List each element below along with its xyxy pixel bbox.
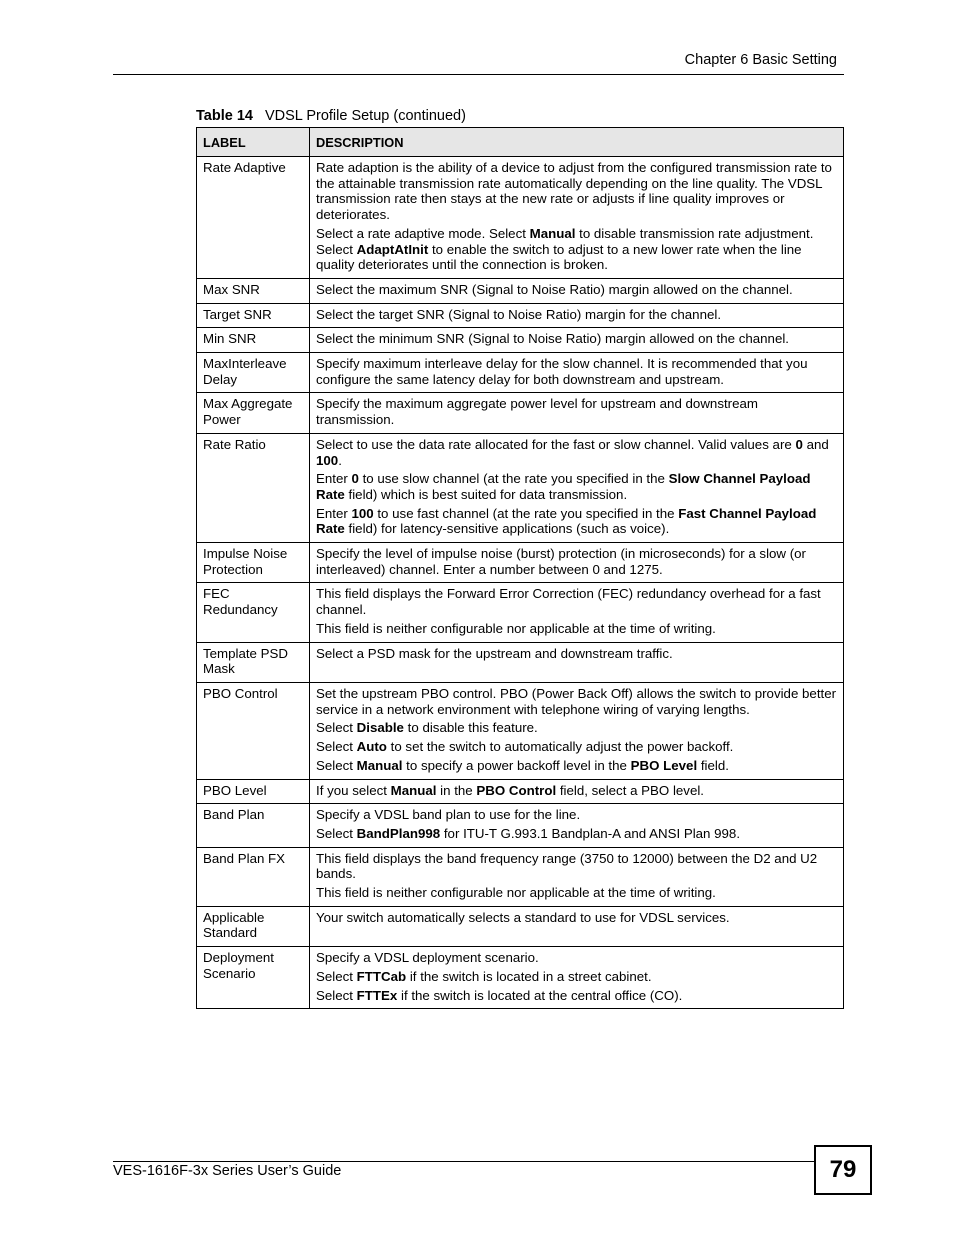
description-paragraph bbox=[316, 988, 837, 1004]
table-row bbox=[197, 157, 844, 279]
vdsl-profile-table bbox=[196, 127, 844, 1009]
bold-term: 0 bbox=[795, 436, 803, 452]
description-paragraph bbox=[316, 739, 837, 755]
bold-term: Fast Channel Payload Rate bbox=[316, 505, 817, 537]
text-segment: If you select bbox=[316, 782, 391, 798]
page-number: 79 bbox=[814, 1145, 872, 1195]
description-paragraph bbox=[316, 471, 837, 502]
text-segment: Select the maximum SNR (Signal to Noise Ratio) margin allowed on the channel. bbox=[316, 281, 793, 297]
text-segment: Rate adaption is the ability of a device to adjust from the configured transmission rate to the attainable transmission rate automatically depending on the line quality. The VDSL transmission rate then stays at the new rate or adjusts if line quality improves or deteriorates. bbox=[316, 160, 832, 223]
row-description bbox=[310, 393, 844, 433]
row-label: Band Plan bbox=[197, 804, 310, 847]
table-row bbox=[197, 682, 844, 779]
bold-term: 100 bbox=[316, 452, 339, 468]
text-segment: field) which is best suited for data transmission. bbox=[344, 486, 628, 502]
text-segment: if the switch is located in a street cabinet. bbox=[406, 968, 652, 984]
text-segment: Specify maximum interleave delay for the slow channel. It is recommended that you configure the same latency delay for both downstream and upstream. bbox=[316, 356, 808, 387]
table-body bbox=[197, 157, 844, 1009]
text-segment: to specify a power backoff level in the bbox=[402, 757, 631, 773]
bold-term: FTTCab bbox=[356, 968, 407, 984]
text-segment: Select to use the data rate allocated for the fast or slow channel. Valid values are bbox=[316, 436, 796, 452]
description-paragraph bbox=[316, 885, 837, 901]
table-number: Table 14 bbox=[196, 108, 253, 124]
text-segment: to disable this feature. bbox=[403, 720, 538, 736]
text-segment: Select bbox=[316, 739, 357, 755]
row-label: FEC Redundancy bbox=[197, 583, 310, 642]
text-segment: This field is neither configurable nor applicable at the time of writing. bbox=[316, 885, 716, 901]
bold-term: FTTEx bbox=[356, 987, 398, 1003]
text-segment: Select bbox=[316, 987, 357, 1003]
row-description bbox=[310, 157, 844, 279]
row-description bbox=[310, 906, 844, 946]
text-segment: Enter bbox=[316, 471, 352, 487]
row-description bbox=[310, 278, 844, 303]
text-segment: Enter bbox=[316, 505, 352, 521]
footer-divider bbox=[113, 1161, 814, 1162]
text-segment: This field is neither configurable nor applicable at the time of writing. bbox=[316, 620, 716, 636]
description-paragraph bbox=[316, 160, 837, 223]
table-row bbox=[197, 433, 844, 542]
text-segment: Set the upstream PBO control. PBO (Power Back Off) allows the switch to provide better service in a network environment with telephone wiring of varying lengths. bbox=[316, 685, 837, 717]
description-paragraph bbox=[316, 437, 837, 468]
description-paragraph bbox=[316, 758, 837, 774]
table-row bbox=[197, 804, 844, 847]
bold-term: PBO Level bbox=[630, 757, 698, 773]
description-paragraph bbox=[316, 226, 837, 273]
chapter-header: Chapter 6 Basic Setting bbox=[684, 52, 837, 68]
row-label: Max SNR bbox=[197, 278, 310, 303]
row-label: MaxInterleave Delay bbox=[197, 353, 310, 393]
text-segment: Your switch automatically selects a standard to use for VDSL services. bbox=[316, 909, 730, 925]
row-label: Template PSD Mask bbox=[197, 642, 310, 682]
description-paragraph bbox=[316, 621, 837, 637]
table-row bbox=[197, 328, 844, 353]
text-segment: This field displays the band frequency range (3750 to 12000) between the D2 and U2 bands. bbox=[316, 850, 818, 882]
table-row bbox=[197, 393, 844, 433]
description-paragraph bbox=[316, 506, 837, 537]
row-description bbox=[310, 433, 844, 542]
text-segment: to enable the switch to adjust to a new lower rate when the line quality deteriorates until the connection is broken. bbox=[316, 241, 802, 273]
table-row bbox=[197, 642, 844, 682]
description-paragraph bbox=[316, 807, 837, 823]
text-segment: Specify a VDSL band plan to use for the line. bbox=[316, 807, 581, 823]
text-segment: Select a PSD mask for the upstream and downstream traffic. bbox=[316, 645, 673, 661]
header-divider bbox=[113, 74, 844, 75]
row-label: Max Aggregate Power bbox=[197, 393, 310, 433]
description-paragraph bbox=[316, 910, 837, 926]
table-caption bbox=[196, 108, 466, 124]
row-description bbox=[310, 328, 844, 353]
description-paragraph bbox=[316, 720, 837, 736]
text-segment: field) for latency-sensitive applications (such as voice). bbox=[344, 521, 670, 537]
row-description bbox=[310, 804, 844, 847]
description-paragraph bbox=[316, 396, 837, 427]
table-row bbox=[197, 303, 844, 328]
text-segment: field. bbox=[697, 757, 729, 773]
description-paragraph bbox=[316, 331, 837, 347]
text-segment: and bbox=[802, 436, 829, 452]
text-segment: Specify the level of impulse noise (burst) protection (in microseconds) for a slow (or interleaved) channel. Enter a number between 0 and 1275. bbox=[316, 546, 806, 577]
description-paragraph bbox=[316, 646, 837, 662]
description-paragraph bbox=[316, 282, 837, 298]
table-row bbox=[197, 583, 844, 642]
row-label: Rate Adaptive bbox=[197, 157, 310, 279]
description-paragraph bbox=[316, 783, 837, 799]
row-label: Applicable Standard bbox=[197, 906, 310, 946]
text-segment: Select bbox=[316, 757, 357, 773]
row-description bbox=[310, 353, 844, 393]
text-segment: . bbox=[338, 452, 342, 468]
description-paragraph bbox=[316, 969, 837, 985]
bold-term: 0 bbox=[351, 471, 359, 487]
table-row bbox=[197, 947, 844, 1009]
text-segment: Select a rate adaptive mode. Select bbox=[316, 225, 530, 241]
text-segment: Specify the maximum aggregate power level for upstream and downstream transmission. bbox=[316, 396, 758, 428]
row-description bbox=[310, 847, 844, 906]
text-segment: Specify a VDSL deployment scenario. bbox=[316, 950, 539, 966]
text-segment: for ITU-T G.993.1 Bandplan-A and ANSI Plan 998. bbox=[440, 825, 741, 841]
description-paragraph bbox=[316, 950, 837, 966]
bold-term: Manual bbox=[390, 782, 437, 798]
text-segment: field, select a PBO level. bbox=[556, 782, 704, 798]
table-title: VDSL Profile Setup (continued) bbox=[264, 108, 466, 124]
row-label: PBO Control bbox=[197, 682, 310, 779]
description-column-header: DESCRIPTION bbox=[310, 128, 844, 157]
row-label: Deployment Scenario bbox=[197, 947, 310, 1009]
bold-term: BandPlan998 bbox=[356, 825, 441, 841]
bold-term: AdaptAtInit bbox=[356, 241, 429, 257]
table-row bbox=[197, 543, 844, 583]
row-description bbox=[310, 779, 844, 804]
description-paragraph bbox=[316, 356, 837, 387]
table-row bbox=[197, 906, 844, 946]
bold-term: Manual bbox=[529, 225, 576, 241]
text-segment: Select bbox=[316, 720, 357, 736]
bold-term: PBO Control bbox=[476, 782, 557, 798]
text-segment: This field displays the Forward Error Correction (FEC) redundancy overhead for a fast channel. bbox=[316, 586, 821, 618]
row-description bbox=[310, 583, 844, 642]
row-label: Rate Ratio bbox=[197, 433, 310, 542]
description-paragraph bbox=[316, 546, 837, 577]
text-segment: to set the switch to automatically adjust the power backoff. bbox=[386, 739, 734, 755]
text-segment: Select bbox=[316, 968, 357, 984]
table-row bbox=[197, 278, 844, 303]
row-label: PBO Level bbox=[197, 779, 310, 804]
description-paragraph bbox=[316, 851, 837, 882]
row-label: Impulse Noise Protection bbox=[197, 543, 310, 583]
description-paragraph bbox=[316, 307, 837, 323]
text-segment: to disable transmission rate adjustment. Select bbox=[316, 225, 814, 257]
row-description bbox=[310, 682, 844, 779]
row-description bbox=[310, 543, 844, 583]
bold-term: Auto bbox=[356, 739, 387, 755]
table-row bbox=[197, 353, 844, 393]
bold-term: Disable bbox=[356, 720, 404, 736]
table-row bbox=[197, 847, 844, 906]
table-header-row bbox=[197, 128, 844, 157]
text-segment: in the bbox=[436, 782, 477, 798]
row-label: Band Plan FX bbox=[197, 847, 310, 906]
label-column-header: LABEL bbox=[197, 128, 310, 157]
text-segment: if the switch is located at the central office (CO). bbox=[397, 987, 683, 1003]
row-description bbox=[310, 642, 844, 682]
bold-term: 100 bbox=[351, 505, 374, 521]
text-segment: to use fast channel (at the rate you specified in the bbox=[373, 505, 679, 521]
description-paragraph bbox=[316, 686, 837, 717]
text-segment: to use slow channel (at the rate you specified in the bbox=[358, 471, 669, 487]
description-paragraph bbox=[316, 826, 837, 842]
row-label: Min SNR bbox=[197, 328, 310, 353]
row-label: Target SNR bbox=[197, 303, 310, 328]
guide-title: VES-1616F-3x Series User’s Guide bbox=[113, 1163, 342, 1179]
bold-term: Manual bbox=[356, 757, 403, 773]
bold-term: Slow Channel Payload Rate bbox=[316, 471, 811, 502]
description-paragraph bbox=[316, 586, 837, 617]
text-segment: Select the minimum SNR (Signal to Noise Ratio) margin allowed on the channel. bbox=[316, 331, 790, 347]
text-segment: Select the target SNR (Signal to Noise Ratio) margin for the channel. bbox=[316, 306, 722, 322]
row-description bbox=[310, 303, 844, 328]
table-row bbox=[197, 779, 844, 804]
row-description bbox=[310, 947, 844, 1009]
text-segment: Select bbox=[316, 825, 357, 841]
